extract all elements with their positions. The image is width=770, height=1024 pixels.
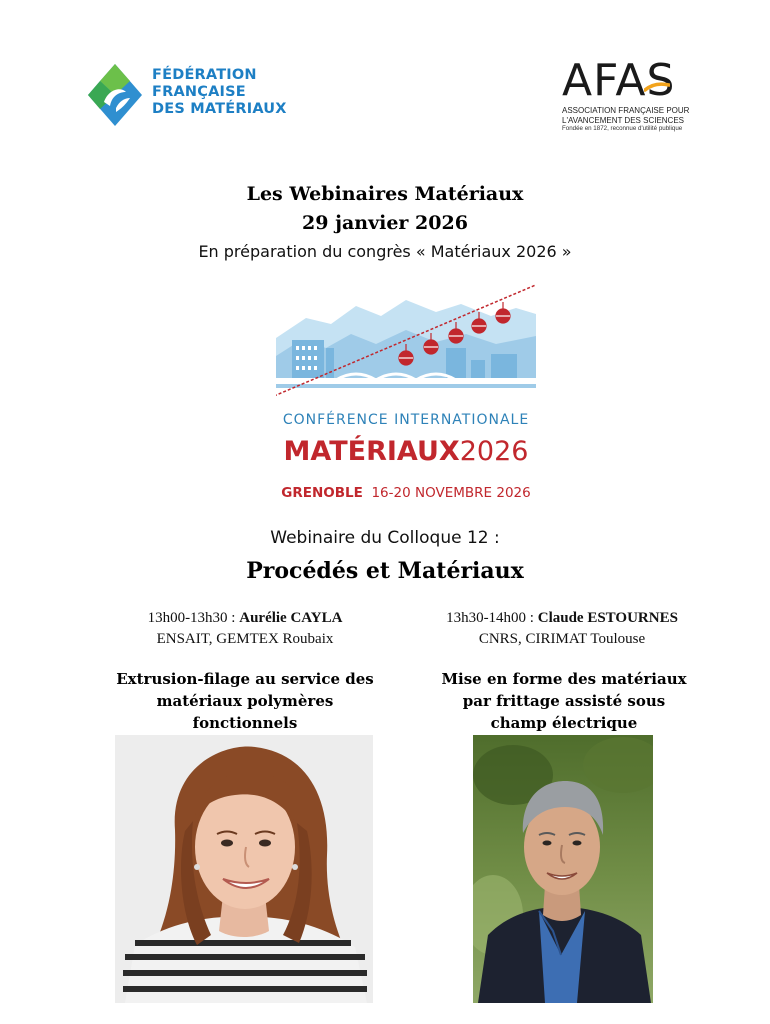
- afas-subtitle-line-1: ASSOCIATION FRANÇAISE POUR: [562, 106, 690, 115]
- speaker-1-talk-title: [85, 668, 405, 734]
- afas-subtitle-line-2: L'AVANCEMENT DES SCIENCES: [562, 115, 684, 125]
- conference-logo: [276, 278, 536, 508]
- conference-dates: 16-20 NOVEMBRE 2026: [371, 485, 531, 501]
- afas-subtitle: [562, 106, 712, 133]
- ffm-logo-text: [152, 67, 287, 118]
- speaker-1-affiliation: ENSAIT, GEMTEX Roubaix: [156, 631, 334, 647]
- speaker-1-talk-line-2: matériaux polymères: [156, 692, 334, 710]
- speaker-2-name: Claude ESTOURNES: [537, 610, 678, 626]
- conference-label: CONFÉRENCE INTERNATIONALE: [282, 412, 530, 428]
- grenoble-skyline-cable-car-icon: [276, 278, 536, 403]
- ffm-logo-mark-icon: [86, 62, 144, 128]
- ffm-line-2: FRANÇAISE: [152, 84, 246, 100]
- session-label: Webinaire du Colloque 12 :: [270, 528, 500, 548]
- speaker-1-name: Aurélie CAYLA: [239, 610, 343, 626]
- conference-location-dates: [276, 485, 536, 501]
- conference-name: [276, 436, 536, 467]
- page-title: Les Webinaires Matériaux: [246, 183, 524, 205]
- speaker-2-talk-line-1: Mise en forme des matériaux: [441, 670, 687, 688]
- conference-name-year: 2026: [459, 436, 529, 467]
- speaker-1-info: [95, 608, 395, 650]
- event-date: 29 janvier 2026: [302, 212, 468, 234]
- speaker-2-talk-title: [408, 668, 720, 734]
- ffm-line-1: FÉDÉRATION: [152, 67, 257, 83]
- speaker-1-talk-line-1: Extrusion-filage au service des: [116, 670, 374, 688]
- afas-subtitle-line-3: Fondée en 1872, reconnue d'utilité publique: [562, 125, 683, 132]
- speaker-1-time: 13h00-13h30 :: [147, 610, 240, 626]
- afas-logo: [560, 56, 710, 146]
- speaker-2-talk-line-3: champ électrique: [490, 714, 638, 732]
- speaker-1-talk-line-3: fonctionnels: [192, 714, 298, 732]
- ffm-line-3: DES MATÉRIAUX: [152, 101, 287, 117]
- afas-wordmark: AFAS: [562, 55, 676, 106]
- speaker-2-info: [412, 608, 712, 650]
- page-subtitle: En préparation du congrès « Matériaux 2026 »: [198, 242, 572, 261]
- conference-name-main: MATÉRIAUX: [283, 436, 460, 467]
- speaker-2-talk-line-2: par frittage assisté sous: [462, 692, 666, 710]
- speaker-2-affiliation: CNRS, CIRIMAT Toulouse: [478, 631, 646, 647]
- speaker-2-time: 13h30-14h00 :: [446, 610, 538, 626]
- afas-accent-stroke-icon: [644, 80, 670, 94]
- session-theme: Procédés et Matériaux: [246, 558, 524, 584]
- speaker-1-photo: [115, 735, 373, 1003]
- conference-city: GRENOBLE: [281, 485, 363, 501]
- ffm-logo: [86, 62, 306, 132]
- speaker-2-photo: [473, 735, 653, 1003]
